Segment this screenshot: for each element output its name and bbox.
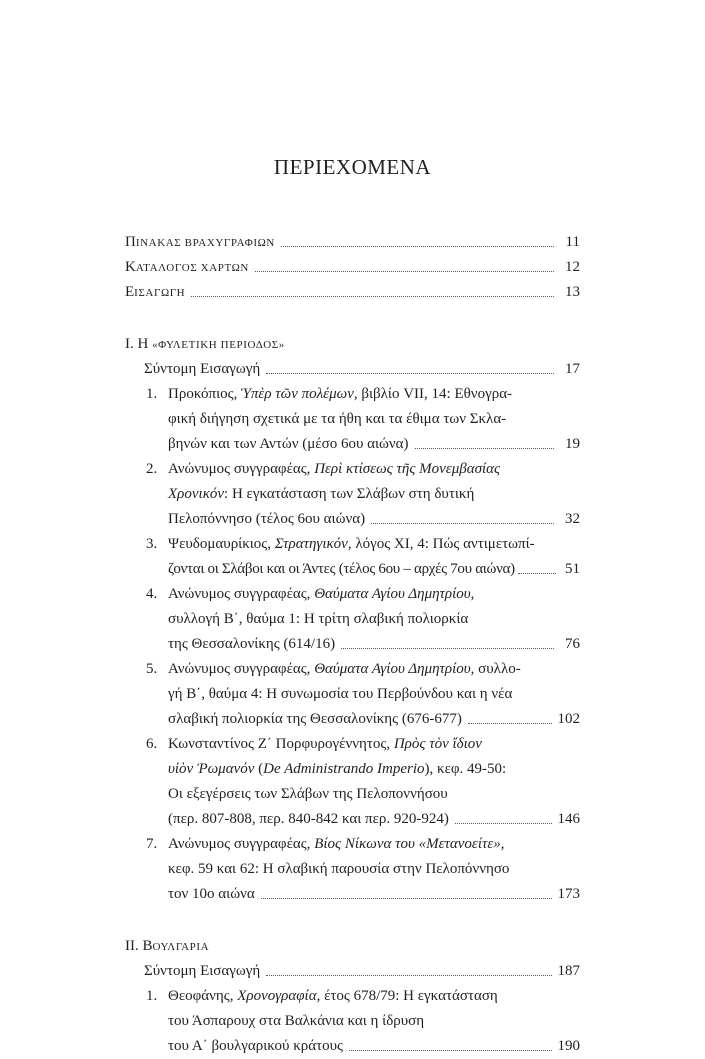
toc-entry-5-line-2 — [125, 682, 580, 707]
entry-text: γή Β΄, θαύμα 4: Η συνωμοσία του Περβούνδου και η νέα — [168, 686, 513, 702]
entry-title: ΙΣΑΓΩΓΗ — [134, 287, 186, 299]
entry-number: 3. — [146, 536, 158, 552]
dot-leader — [349, 1034, 552, 1051]
toc-entry-6-line-1[interactable] — [125, 732, 580, 757]
toc-entry-2-line-3[interactable] — [125, 507, 580, 532]
toc-entry-introduction[interactable] — [125, 280, 580, 305]
entry-italic-title: Πρὸς τὸν ἴδιον — [393, 736, 482, 752]
toc-entry-7-line-2 — [125, 857, 580, 882]
entry-text: , βιβλίο VII, 14: Εθνογρα- — [353, 386, 513, 402]
entry-italic-title: Ὑπὲρ τῶν πολέμων — [241, 386, 354, 402]
entry-italic-title: Στρατηγικόν — [274, 536, 348, 552]
toc-entry-maps[interactable] — [125, 255, 580, 280]
toc-entry-ii-1-line-3[interactable] — [125, 1034, 580, 1059]
page-number: 190 — [557, 1038, 580, 1054]
entry-italic-title: Θαύματα Αγίου Δημητρίου — [314, 661, 471, 677]
page-number: 76 — [565, 636, 580, 652]
part-number: ΙΙ. — [125, 938, 143, 954]
entry-text: Οι εξεγέρσεις των Σλάβων της Πελοποννήσου — [168, 786, 448, 802]
entry-text: τον 10ο αιώνα — [168, 886, 255, 902]
part-heading-2 — [125, 934, 580, 959]
dot-leader — [455, 807, 552, 824]
dot-leader — [518, 557, 556, 574]
page-number: 187 — [557, 963, 580, 979]
toc-entry-abbreviations[interactable] — [125, 230, 580, 255]
entry-number: 7. — [146, 836, 158, 852]
toc-entry-1-line-1[interactable] — [125, 382, 580, 407]
page-number: 17 — [565, 361, 580, 377]
toc-entry-4-line-3[interactable] — [125, 632, 580, 657]
entry-text: ( — [254, 761, 264, 777]
toc-entry-3-line-2[interactable] — [125, 557, 580, 582]
entry-text: , — [470, 586, 475, 602]
entry-title: Σύντομη Εισαγωγή — [144, 361, 261, 377]
entry-text: ζονται οι Σλάβοι και οι Άντες (τέλος 6ου – αρχές 7ου αιώνα) — [168, 561, 515, 577]
toc-entry-6-line-4[interactable] — [125, 807, 580, 832]
toc-entry-7-line-3[interactable] — [125, 882, 580, 907]
dot-leader — [341, 632, 554, 649]
toc-entry-1-line-2 — [125, 407, 580, 432]
dot-leader — [191, 280, 554, 297]
part-heading-1 — [125, 332, 580, 357]
toc-entry-ii-1-line-2 — [125, 1009, 580, 1034]
page-number: 102 — [557, 711, 580, 727]
part-title: ΟΥΛΓΑΡΙΑ — [152, 941, 210, 953]
page-number: 13 — [565, 284, 580, 300]
toc-entry-ii-1-line-1[interactable] — [125, 984, 580, 1009]
entry-number: 1. — [146, 988, 158, 1004]
small-caps-initial: Π — [125, 234, 136, 250]
entry-text: Ανώνυμος συγγραφέας, — [168, 836, 315, 852]
small-caps-initial: Ε — [125, 284, 135, 300]
toc-entry-7-line-1[interactable] — [125, 832, 580, 857]
dot-leader — [371, 507, 554, 524]
small-caps-initial: Β — [142, 938, 153, 954]
entry-italic-title: Χρονογραφία — [237, 988, 317, 1004]
page-number: 19 — [565, 436, 580, 452]
entry-text: : Η εγκατάσταση των Σλάβων στη δυτική — [224, 486, 475, 502]
page-number: 51 — [565, 561, 580, 577]
toc-entry-2-line-1[interactable] — [125, 457, 580, 482]
toc-entry-5-line-3[interactable] — [125, 707, 580, 732]
toc-entry-5-line-1[interactable] — [125, 657, 580, 682]
entry-text: του Άσπαρουχ στα Βαλκάνια και η ίδρυση — [168, 1013, 425, 1029]
page-number: 11 — [565, 234, 580, 250]
entry-italic-title: Θαύματα Αγίου Δημητρίου — [314, 586, 471, 602]
toc-entry-4-line-1[interactable] — [125, 582, 580, 607]
entry-text: , λόγος XI, 4: Πώς αντιμετωπί- — [347, 536, 535, 552]
entry-text: Θεοφάνης, — [168, 988, 238, 1004]
dot-leader — [266, 357, 554, 374]
entry-text: φική διήγηση σχετικά με τα ήθη και τα έθιμα των Σκλα- — [168, 411, 507, 427]
dot-leader — [468, 707, 552, 724]
entry-title: Σύντομη Εισαγωγή — [144, 963, 261, 979]
entry-italic-title: Χρονικόν — [168, 486, 225, 502]
toc-entry-4-line-2 — [125, 607, 580, 632]
toc-entry-6-line-2 — [125, 757, 580, 782]
entry-text: Ψευδομαυρίκιος, — [168, 536, 275, 552]
entry-text: κεφ. 59 και 62: Η σλαβική παρουσία στην Πελοπόννησο — [168, 861, 510, 877]
dot-leader — [261, 882, 552, 899]
entry-text: ), κεφ. 49-50: — [424, 761, 507, 777]
entry-text: , έτος 678/79: Η εγκατάσταση — [316, 988, 498, 1004]
dot-leader — [255, 255, 554, 272]
toc-entry-3-line-1[interactable] — [125, 532, 580, 557]
part-title: «ΦΥΛΕΤΙΚΗ ΠΕΡΙΟΔΟΣ» — [152, 339, 285, 351]
table-of-contents — [125, 230, 580, 1059]
toc-entry-part1-intro[interactable] — [125, 357, 580, 382]
entry-text: της Θεσσαλονίκης (614/16) — [168, 636, 336, 652]
entry-number: 5. — [146, 661, 158, 677]
entry-text: σλαβική πολιορκία της Θεσσαλονίκης (676-677) — [168, 711, 462, 727]
entry-text: Ανώνυμος συγγραφέας, — [168, 661, 315, 677]
dot-leader — [266, 959, 551, 976]
entry-italic-title: υἱὸν Ῥωμανόν — [168, 761, 255, 777]
entry-text: , — [500, 836, 505, 852]
entry-number: 2. — [146, 461, 158, 477]
toc-entry-part2-intro[interactable] — [125, 959, 580, 984]
page-number: 12 — [565, 259, 580, 275]
entry-title: ΑΤΑΛΟΓΟΣ ΧΑΡΤΩΝ — [135, 262, 249, 274]
entry-text: Ανώνυμος συγγραφέας, — [168, 461, 315, 477]
toc-entry-2-line-2 — [125, 482, 580, 507]
toc-entry-1-line-3[interactable] — [125, 432, 580, 457]
entry-text: βηνών και των Αντών (μέσο 6ου αιώνα) — [168, 436, 409, 452]
entry-italic-title: Περὶ κτίσεως τῆς Μονεμβασίας — [314, 461, 501, 477]
entry-text: Ανώνυμος συγγραφέας, — [168, 586, 315, 602]
entry-text: (περ. 807-808, περ. 840-842 και περ. 920-924) — [168, 811, 449, 827]
page-number: 173 — [557, 886, 580, 902]
entry-text: Κωνσταντίνος Ζ΄ Πορφυρογέννητος, — [168, 736, 394, 752]
page-number: 32 — [565, 511, 580, 527]
dot-leader — [415, 432, 554, 449]
entry-text: του Α΄ βουλγαρικού κράτους — [168, 1038, 343, 1054]
toc-entry-6-line-3 — [125, 782, 580, 807]
page-number: 146 — [557, 811, 580, 827]
entry-number: 1. — [146, 386, 158, 402]
entry-italic-title: De Administrando Imperio — [263, 761, 425, 777]
entry-number: 4. — [146, 586, 158, 602]
entry-text: Πελοπόννησο (τέλος 6ου αιώνα) — [168, 511, 366, 527]
entry-text: , συλλο- — [470, 661, 521, 677]
page-title: ΠΕΡΙΕΧΟΜΕΝΑ — [273, 155, 432, 179]
part-number: Ι. Η — [125, 336, 153, 352]
entry-text: Προκόπιος, — [168, 386, 242, 402]
entry-number: 6. — [146, 736, 158, 752]
entry-text: συλλογή Β΄, θαύμα 1: Η τρίτη σλαβική πολιορκία — [168, 611, 469, 627]
dot-leader — [281, 230, 554, 247]
entry-italic-title: Βίος Νίκωνα του «Μετανοείτε» — [314, 836, 501, 852]
small-caps-initial: Κ — [125, 259, 136, 275]
entry-title: ΙΝΑΚΑΣ ΒΡΑΧΥΓΡΑΦΙΩΝ — [135, 237, 275, 249]
